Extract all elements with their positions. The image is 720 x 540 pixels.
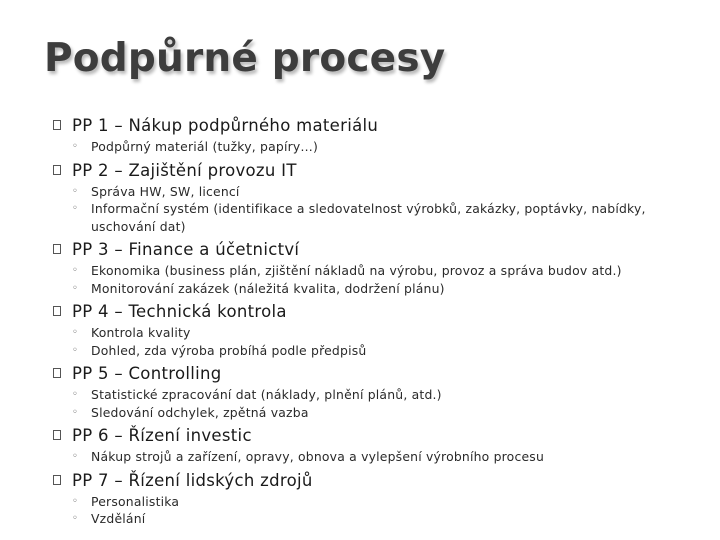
square-bullet-icon <box>53 244 61 254</box>
sub-item <box>72 200 680 235</box>
circle-bullet-icon: ◦ <box>72 203 79 214</box>
sub-item-text: Sledování odchylek, zpětná vazba <box>91 404 309 420</box>
square-bullet-icon <box>53 368 61 378</box>
sub-item-text: Podpůrný materiál (tužky, papíry…) <box>91 139 319 154</box>
sub-list <box>72 183 720 236</box>
item-heading: PP 3 – Finance a účetnictví <box>72 240 300 259</box>
sub-list <box>72 493 720 528</box>
list-item-pp6 <box>0 424 720 466</box>
circle-bullet-icon: ◦ <box>72 185 79 197</box>
sub-list <box>72 138 720 156</box>
list-item-pp5 <box>0 362 720 421</box>
process-list <box>0 114 720 528</box>
sub-item <box>72 324 680 342</box>
circle-bullet-icon: ◦ <box>72 265 79 276</box>
sub-item <box>72 510 680 528</box>
sub-item-text: Vzdělání <box>91 511 146 526</box>
sub-item-text: Kontrola kvality <box>91 325 191 340</box>
circle-bullet-icon: ◦ <box>72 495 79 507</box>
square-bullet-icon <box>53 430 61 440</box>
sub-item <box>72 280 680 298</box>
sub-item <box>72 262 680 280</box>
item-heading: PP 4 – Technická kontrola <box>72 302 287 321</box>
square-bullet-icon <box>53 306 61 316</box>
circle-bullet-icon: ◦ <box>72 327 79 338</box>
sub-item-text: Ekonomika (business plán, zjištění nákladů na výrobu, provoz a správa budov atd.) <box>91 263 622 278</box>
page-title: Podpůrné procesy <box>44 36 446 81</box>
sub-item <box>72 404 680 422</box>
sub-item-text: Statistické zpracování dat (náklady, plnění plánů, atd.) <box>91 387 442 402</box>
circle-bullet-icon: ◦ <box>72 451 79 462</box>
sub-item <box>72 448 680 466</box>
list-item-pp3 <box>0 238 720 297</box>
sub-item-text: Dohled, zda výroba probíhá podle předpisů <box>91 342 367 358</box>
sub-list <box>72 448 720 466</box>
list-item-pp7 <box>0 469 720 528</box>
circle-bullet-icon: ◦ <box>72 282 79 294</box>
sub-item <box>72 183 680 201</box>
sub-item <box>72 138 680 156</box>
sub-list <box>72 324 720 359</box>
item-heading: PP 6 – Řízení investic <box>72 426 252 445</box>
list-item-pp1 <box>0 114 720 156</box>
circle-bullet-icon: ◦ <box>72 513 79 524</box>
sub-item-text: Informační systém (identifikace a sledovatelnost výrobků, zakázky, poptávky, nabídky, uschování dat) <box>91 201 646 234</box>
sub-item <box>72 342 680 360</box>
square-bullet-icon <box>53 475 61 485</box>
item-heading: PP 1 – Nákup podpůrného materiálu <box>72 116 379 135</box>
sub-item <box>72 386 680 404</box>
sub-item-text: Monitorování zakázek (náležitá kvalita, dodržení plánu) <box>91 280 445 296</box>
circle-bullet-icon: ◦ <box>72 389 79 400</box>
sub-list <box>72 386 720 421</box>
circle-bullet-icon: ◦ <box>72 406 79 418</box>
sub-item <box>72 493 680 511</box>
sub-item-text: Správa HW, SW, licencí <box>91 183 240 199</box>
square-bullet-icon <box>53 120 61 130</box>
square-bullet-icon <box>53 165 61 175</box>
item-heading: PP 5 – Controlling <box>72 364 222 383</box>
circle-bullet-icon: ◦ <box>72 141 79 152</box>
item-heading: PP 7 – Řízení lidských zdrojů <box>72 470 313 490</box>
list-item-pp2 <box>0 159 720 236</box>
sub-item-text: Nákup strojů a zařízení, opravy, obnova a vylepšení výrobního procesu <box>91 449 545 464</box>
circle-bullet-icon: ◦ <box>72 344 79 356</box>
sub-item-text: Personalistika <box>91 493 180 509</box>
item-heading: PP 2 – Zajištění provozu IT <box>72 160 297 180</box>
list-item-pp4 <box>0 300 720 359</box>
sub-list <box>72 262 720 297</box>
